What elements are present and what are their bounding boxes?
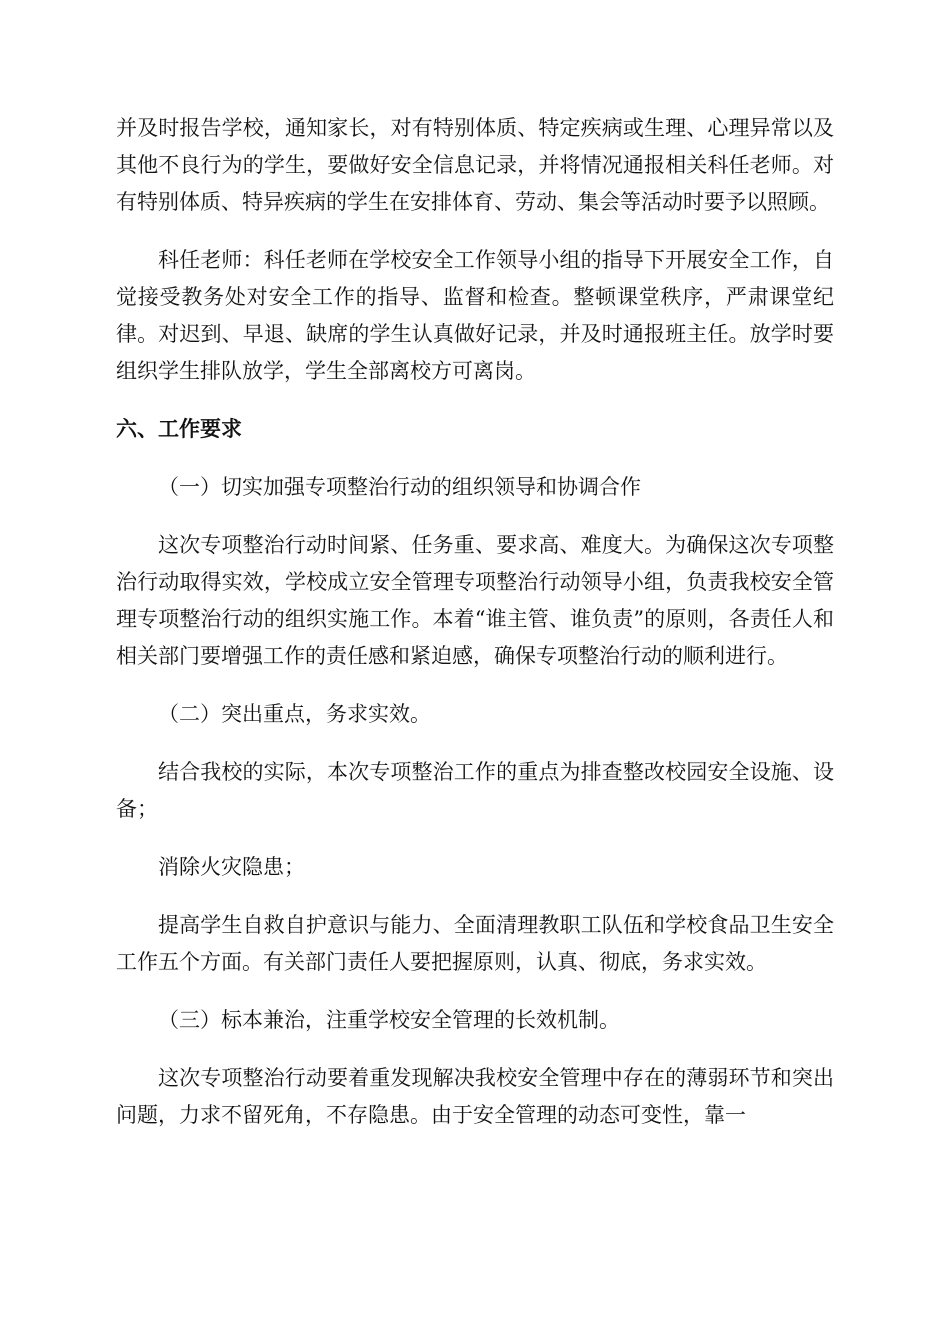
subheading-1: （一）切实加强专项整治行动的组织领导和协调合作 — [158, 475, 641, 499]
paragraph-organization: 这次专项整治行动时间紧、任务重、要求高、难度大。为确保这次专项整治行动取得实效，学校成立安全管理专项整治行动领导小组，负责我校安全管理专项整治行动的组织实施工作。本着“谁主管、谁负责”的原则，各责任人和相关部门要增强工作的责任感和紧迫感，确保专项整治行动的顺利进行。 — [116, 533, 834, 668]
subheading-2: （二）突出重点，务求实效。 — [158, 702, 431, 726]
subheading-3: （三）标本兼治，注重学校安全管理的长效机制。 — [158, 1008, 620, 1032]
paragraph-focus: 结合我校的实际，本次专项整治工作的重点为排查整改校园安全设施、设备； — [116, 760, 834, 821]
paragraph-subject-teacher: 科任老师：科任老师在学校安全工作领导小组的指导下开展安全工作，自觉接受教务处对安全工作的指导、监督和检查。整顿课堂秩序，严肃课堂纪律。对迟到、早退、缺席的学生认真做好记录，并及时通报班主任。放学时要组织学生排队放学，学生全部离校方可离岗。 — [116, 248, 834, 383]
paragraph-long-term: 这次专项整治行动要着重发现解决我校安全管理中存在的薄弱环节和突出问题，力求不留死角，不存隐患。由于安全管理的动态可变性，靠一 — [116, 1066, 834, 1127]
paragraph-fire-hazards: 消除火灾隐患； — [158, 855, 305, 879]
document-body — [116, 110, 834, 1155]
paragraph-continuation: 并及时报告学校，通知家长，对有特别体质、特定疾病或生理、心理异常以及其他不良行为的学生，要做好安全信息记录，并将情况通报相关科任老师。对有特别体质、特异疾病的学生在安排体育、劳动、集会等活动时要予以照顾。 — [116, 116, 834, 214]
section-heading-work-requirements: 六、工作要求 — [116, 417, 242, 441]
paragraph-self-rescue: 提高学生自救自护意识与能力、全面清理教职工队伍和学校食品卫生安全工作五个方面。有关部门责任人要把握原则，认真、彻底，务求实效。 — [116, 913, 834, 974]
